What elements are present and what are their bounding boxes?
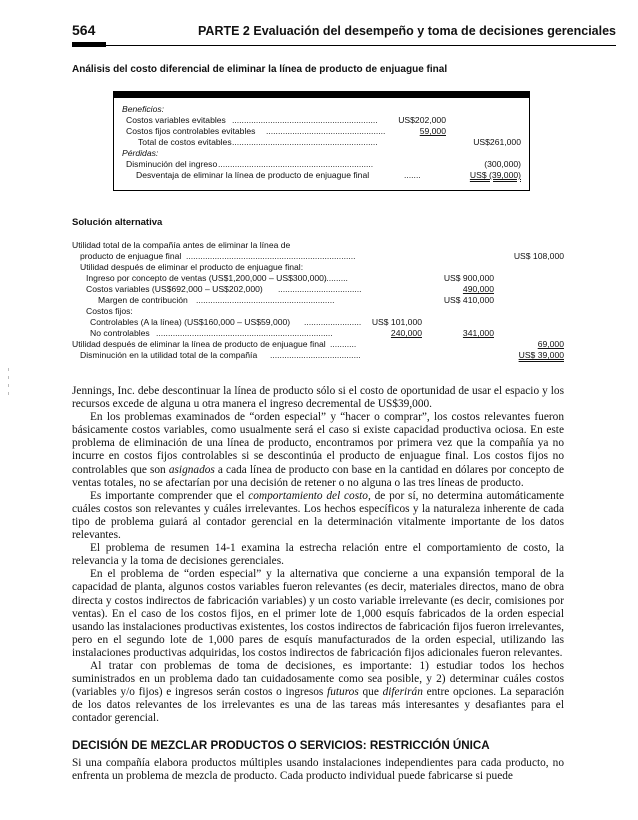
part-title: PARTE 2 Evaluación del desempeño y toma de decisiones gerenciales: [198, 24, 616, 38]
table-top-bar: [114, 92, 529, 98]
paragraph: Al tratar con problemas de toma de decisiones, es importante: 1) estudiar todos los hechos suministrados en un problema dado tan cuidadosamente como sea posible, y 2) determinar cuáles costos (variables y/o fijos) e ingresos serán costos o ingresos futuros que diferirán entre opciones. La separación de los datos relevantes de los irrelevantes es una de las tareas más interesantes y desafiantes para el contador gerencial.: [72, 659, 564, 725]
paragraph: En los problemas examinados de “orden especial” y “hacer o comprar”, los costos relevantes fueron básicamente costos variables, como usualmente será el caso si existe capacidad productiva ociosa. En este problema de eliminación de una línea de producto, encontramos por primera vez que la compañía ya no incurre en costos fijos controlables si se descontinúa el producto de enjuague final. Los costos fijos no controlables que son asignados a cada línea de producto con base en la cantidad en dólares por concepto de ventas totales, no se afectarían por una decisión de retener o no alguna o las tres líneas de producto.: [72, 411, 565, 489]
total-avoidable-amount: US$261,000: [473, 137, 521, 147]
table-row: Desventaja de eliminar la línea de producto de enjuague final ....... US$ (39,000): [136, 170, 521, 180]
table-row: Costos fijos controlables evitables .................................................. 59,000: [126, 126, 446, 136]
alternative-title: Solución alternativa: [72, 217, 163, 228]
table-row: Ingreso por concepto de ventas (US$1,200,000 – US$300,000) .......... US$ 900,000: [86, 273, 494, 283]
table-row: Total de costos evitables ............................................................. US$261,000: [138, 137, 521, 147]
avoidable-fixed-label: Costos fijos controlables evitables: [126, 126, 256, 136]
page-header: [72, 22, 616, 42]
page-number: 564: [72, 22, 96, 38]
losses-label: Pérdidas:: [122, 148, 159, 158]
disadvantage-label: Desventaja de eliminar la línea de producto de enjuague final: [136, 170, 370, 180]
table-row: Costos fijos:: [86, 306, 133, 316]
table-row: Costos variables evitables ............................................................. US$202,000: [126, 115, 446, 125]
paragraph: Es importante comprender que el comportamiento del costo, de por sí, no determina automáticamente cuáles costos son relevantes y cuáles irrelevantes. Los hechos específicos y la naturaleza inherente de cada tipo de problema guiará al contador gerencial en la determinación vitalmente importante de los datos relevantes.: [72, 489, 565, 542]
analysis-table: [113, 91, 530, 191]
analysis-title: Análisis del costo diferencial de eliminar la línea de producto de enjuague final: [72, 64, 448, 75]
table-row: Margen de contribución .......................................................... US$ 410,000: [98, 295, 494, 305]
revenue-decrease-amount: (300,000): [484, 159, 521, 169]
avoidable-variable-label: Costos variables evitables: [126, 115, 226, 125]
avoidable-fixed-amount: 59,000: [419, 126, 446, 136]
table-row: Disminución del ingreso ................................................................. (300,000): [126, 159, 521, 169]
table-row: Costos variables (US$692,000 – US$202,000) ................................... 490,000: [86, 284, 494, 294]
table-row: Disminución en la utilidad total de la compañía ...................................... US$ 39,000: [80, 350, 564, 360]
table-row: Utilidad después de eliminar el producto de enjuague final:: [80, 262, 304, 272]
total-avoidable-label: Total de costos evitables: [138, 137, 232, 147]
benefits-label: Beneficios:: [122, 104, 165, 114]
table-row: No controlables .......................................................................... 240,000 341,000: [90, 328, 494, 338]
table-row: producto de enjuague final ....................................................................... US$ 108,000: [80, 251, 564, 261]
disadvantage-amount: US$ (39,000): [469, 170, 521, 180]
table-row: Utilidad total de la compañía antes de eliminar la línea de: [72, 240, 291, 250]
paragraph: Si una compañía elabora productos múltiples usando instalaciones independientes para cada producto, no enfrenta un problema de mezcla de producto. Cada producto individual puede fabricarse si puede: [72, 757, 564, 783]
section-heading: DECISIÓN DE MEZCLAR PRODUCTOS O SERVICIOS: RESTRICCIÓN ÚNICA: [72, 739, 490, 752]
alternative-table: [72, 239, 564, 369]
paragraph: Jennings, Inc. debe descontinuar la línea de producto sólo si el costo de oportunidad de usar el espacio y los recursos excede de alguna u otra manera el ingreso decremental de US$39,000.: [72, 385, 564, 411]
body-text-continued: [72, 757, 564, 783]
header-rule: [72, 45, 616, 46]
paragraph: En el problema de “orden especial” y la alternativa que concierne a una expansión temporal de la capacidad de planta, algunos costos variables fueron relevantes (es decir, materiales directos, mano de obra directa y costos indirectos de fabricación variables) y un costo variable irrelevante (es decir, comisiones por ventas). En el caso de los costos fijos, en el primer lote de 1,000 esquís fabricados de la orden especial usando las instalaciones productivas existentes, los costos indirectos de fabricación fijos fueron irrelevantes, pero en el segundo lote de 1,000 pares de esquís manufacturados de la orden especial, utilizando las instalaciones productivas adquiridas, los costos indirectos de fabricación fijos adicionales fueron relevantes.: [72, 568, 564, 659]
paragraph: El problema de resumen 14-1 examina la estrecha relación entre el comportamiento de costo, la relevancia y la toma de decisiones gerenciales.: [72, 542, 564, 568]
revenue-decrease-label: Disminución del ingreso: [126, 159, 218, 169]
table-row: Utilidad después de eliminar la línea de producto de enjuague final ........... 69,000: [72, 339, 564, 349]
avoidable-variable-amount: US$202,000: [398, 115, 446, 125]
body-text: [72, 385, 564, 725]
table-row: Controlables (A la línea) (US$160,000 – US$59,000) ........................ US$ 101,000: [90, 317, 422, 327]
